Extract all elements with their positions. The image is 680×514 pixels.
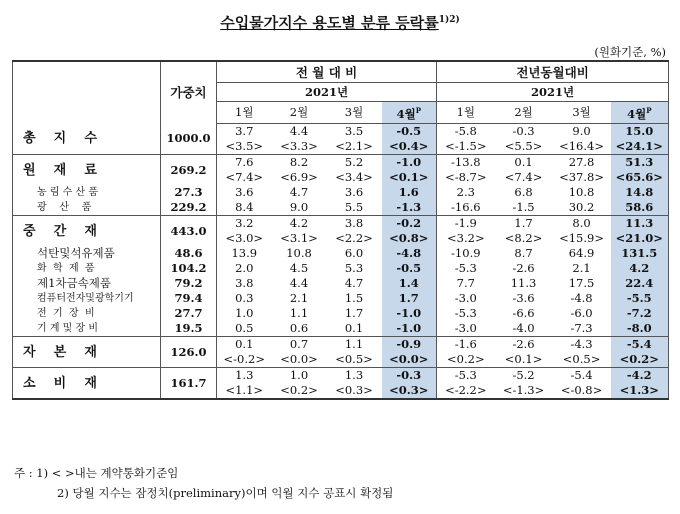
yoy-value-cell: <0.5> bbox=[562, 352, 601, 366]
mom-value-cell: 3.8 bbox=[344, 216, 364, 230]
yoy-value-cell: 22.4 bbox=[611, 276, 669, 291]
weight-cell: 1000.0 bbox=[161, 124, 217, 155]
weight-cell: 27.7 bbox=[161, 306, 217, 321]
yoy-value-cell: 1.7 bbox=[514, 216, 533, 230]
mom-value-cell: 0.5 bbox=[217, 321, 272, 337]
yoy-value-cell: 9.0 bbox=[572, 124, 591, 138]
table-row bbox=[13, 306, 669, 321]
weight-cell: 269.2 bbox=[161, 155, 217, 186]
mom-value-cell: 4.4 bbox=[289, 276, 309, 290]
mom-value-cell: -0.2 bbox=[382, 216, 437, 232]
yoy-value-cell: -8.0 bbox=[611, 321, 669, 337]
mom-value-cell: 5.2 bbox=[344, 155, 364, 169]
yoy-month-1: 1월 bbox=[437, 102, 495, 124]
weight-cell: 48.6 bbox=[161, 246, 217, 261]
yoy-value-cell: -5.5 bbox=[611, 291, 669, 306]
yoy-value-cell: -13.8 bbox=[437, 155, 495, 171]
mom-value-cell: 1.0 bbox=[217, 306, 272, 321]
row-label: 광 산 품 bbox=[37, 202, 92, 213]
mom-month-1: 1월 bbox=[217, 102, 272, 124]
yoy-value-cell: -4.0 bbox=[512, 321, 535, 335]
yoy-month-4: 4월$^P$ bbox=[611, 102, 669, 124]
mom-value-cell: -0.5 bbox=[382, 261, 437, 276]
weight-cell: 229.2 bbox=[161, 200, 217, 216]
yoy-value-cell: 30.2 bbox=[568, 200, 595, 214]
mom-value-cell: 1.1 bbox=[289, 306, 309, 320]
mom-value-cell: <0.2> bbox=[272, 383, 327, 399]
yoy-value-cell: 51.3 bbox=[611, 155, 669, 171]
mom-value-cell: <1.1> bbox=[217, 383, 272, 399]
row-label: 화 학 제 품 bbox=[37, 263, 95, 274]
yoy-value-cell: -5.3 bbox=[437, 368, 495, 384]
row-label: 컴퓨터전자및광학기기 bbox=[37, 293, 134, 304]
row-label: 소 비 재 bbox=[23, 375, 97, 391]
weight-cell: 27.3 bbox=[161, 185, 217, 200]
yoy-value-cell: -16.6 bbox=[437, 200, 495, 216]
row-label: 중 간 재 bbox=[23, 223, 97, 239]
mom-value-cell: 4.2 bbox=[289, 216, 309, 230]
row-label: 기 계 및 장 비 bbox=[37, 323, 99, 334]
mom-value-cell: 0.1 bbox=[344, 321, 364, 335]
yoy-value-cell: 2.3 bbox=[437, 185, 495, 200]
yoy-header: 전년동월대비 bbox=[437, 61, 669, 83]
yoy-value-cell: -0.3 bbox=[512, 124, 535, 138]
mom-year: 2021년 bbox=[217, 83, 437, 102]
mom-value-cell: 4.7 bbox=[344, 276, 364, 290]
mom-value-cell: 3.7 bbox=[217, 124, 272, 140]
table-row bbox=[13, 185, 669, 200]
mom-value-cell: 0.7 bbox=[289, 337, 309, 351]
mom-value-cell: 5.3 bbox=[344, 261, 364, 275]
mom-value-cell: -4.8 bbox=[382, 246, 437, 261]
mom-value-cell: <0.1> bbox=[382, 170, 437, 185]
mom-value-cell: 1.1 bbox=[344, 337, 364, 351]
weight-cell: 161.7 bbox=[161, 368, 217, 400]
yoy-value-cell: -3.0 bbox=[437, 321, 495, 337]
mom-value-cell: -0.5 bbox=[382, 124, 437, 140]
yoy-value-cell: 58.6 bbox=[611, 200, 669, 216]
mom-value-cell: 8.4 bbox=[217, 200, 272, 216]
mom-value-cell: 0.6 bbox=[289, 321, 309, 335]
table-row bbox=[13, 368, 669, 384]
page-title: 수입물가지수 용도별 분류 등락률$^{1)2)}$ bbox=[220, 14, 460, 32]
mom-value-cell: 2.1 bbox=[289, 291, 309, 305]
mom-value-cell: 13.9 bbox=[217, 246, 272, 261]
yoy-value-cell: 2.1 bbox=[572, 261, 591, 275]
mom-value-cell: 3.8 bbox=[217, 276, 272, 291]
mom-value-cell: 3.5 bbox=[344, 124, 364, 138]
yoy-value-cell: 131.5 bbox=[611, 246, 669, 261]
yoy-value-cell: -4.3 bbox=[570, 337, 593, 351]
yoy-value-cell: -2.6 bbox=[512, 261, 535, 275]
yoy-value-cell: <7.4> bbox=[504, 170, 543, 184]
row-label: 석탄및석유제품 bbox=[37, 246, 115, 260]
yoy-value-cell: <-2.2> bbox=[437, 383, 495, 399]
mom-value-cell: <0.8> bbox=[382, 231, 437, 246]
mom-value-cell: -1.0 bbox=[382, 306, 437, 321]
mom-value-cell: <0.3> bbox=[327, 383, 382, 399]
yoy-value-cell: -3.0 bbox=[437, 291, 495, 306]
mom-value-cell: <3.4> bbox=[335, 170, 373, 184]
yoy-value-cell: <24.1> bbox=[611, 139, 669, 155]
price-index-table bbox=[12, 60, 669, 400]
mom-value-cell: <0.5> bbox=[335, 352, 373, 366]
yoy-value-cell: 11.3 bbox=[611, 216, 669, 232]
yoy-value-cell: -4.2 bbox=[611, 368, 669, 384]
yoy-value-cell: <-0.8> bbox=[553, 383, 611, 399]
mom-value-cell: -0.3 bbox=[382, 368, 437, 384]
mom-month-2: 2월 bbox=[272, 102, 327, 124]
mom-value-cell: -0.9 bbox=[382, 337, 437, 353]
yoy-value-cell: 17.5 bbox=[568, 276, 595, 290]
yoy-value-cell: -5.3 bbox=[437, 306, 495, 321]
yoy-value-cell: <16.4> bbox=[559, 139, 604, 153]
table-row bbox=[13, 155, 669, 171]
footnotes bbox=[14, 463, 393, 503]
yoy-value-cell: -5.3 bbox=[437, 261, 495, 276]
yoy-value-cell: -5.4 bbox=[570, 368, 593, 382]
weight-header: 가중치 bbox=[161, 61, 217, 124]
row-label: 원 재 료 bbox=[23, 162, 97, 178]
row-label: 총 지 수 bbox=[23, 131, 97, 147]
yoy-value-cell: <0.2> bbox=[437, 352, 495, 368]
yoy-value-cell: -7.3 bbox=[570, 321, 593, 335]
mom-value-cell: 1.5 bbox=[344, 291, 364, 305]
yoy-value-cell: -3.6 bbox=[512, 291, 535, 305]
yoy-value-cell: 8.7 bbox=[514, 246, 533, 260]
mom-value-cell: 4.5 bbox=[289, 261, 309, 275]
footnote-2: 2) 당월 지수는 잠정치(preliminary)이며 익월 지수 공표시 확정됨 bbox=[57, 486, 394, 500]
mom-value-cell: -1.3 bbox=[382, 200, 437, 216]
row-label: 전 기 장 비 bbox=[37, 308, 95, 319]
yoy-month-2: 2월 bbox=[495, 102, 553, 124]
yoy-value-cell: <-1.5> bbox=[437, 139, 495, 155]
yoy-value-cell: <0.1> bbox=[504, 352, 543, 366]
yoy-value-cell: 14.8 bbox=[611, 185, 669, 200]
mom-value-cell: 0.1 bbox=[217, 337, 272, 353]
unit-label: (원화기준, %) bbox=[594, 45, 666, 59]
mom-value-cell: 3.2 bbox=[217, 216, 272, 232]
row-label: 자 본 재 bbox=[23, 344, 97, 360]
footnote-1: 주 : 1) < >내는 계약통화기준임 bbox=[14, 466, 179, 480]
yoy-value-cell: 15.0 bbox=[611, 124, 669, 140]
mom-value-cell: 1.7 bbox=[382, 291, 437, 306]
mom-value-cell: -1.0 bbox=[382, 321, 437, 337]
row-label: 제1차금속제품 bbox=[37, 276, 111, 290]
mom-value-cell: <2.2> bbox=[335, 231, 373, 245]
mom-value-cell: 2.0 bbox=[217, 261, 272, 276]
yoy-value-cell: 64.9 bbox=[568, 246, 595, 260]
yoy-value-cell: <21.0> bbox=[611, 231, 669, 246]
mom-value-cell: 4.7 bbox=[289, 185, 309, 199]
yoy-value-cell: 4.2 bbox=[611, 261, 669, 276]
mom-value-cell: 1.6 bbox=[382, 185, 437, 200]
mom-value-cell: <2.1> bbox=[335, 139, 373, 153]
mom-value-cell: 3.6 bbox=[344, 185, 364, 199]
yoy-value-cell: <3.2> bbox=[437, 231, 495, 246]
row-label: 농 림 수 산 품 bbox=[37, 187, 99, 198]
yoy-value-cell: <15.9> bbox=[559, 231, 604, 245]
table-row bbox=[13, 291, 669, 306]
mom-value-cell: 3.6 bbox=[217, 185, 272, 200]
yoy-value-cell: -6.0 bbox=[570, 306, 593, 320]
yoy-value-cell: 8.0 bbox=[572, 216, 591, 230]
table-row bbox=[13, 216, 669, 232]
yoy-value-cell: -5.2 bbox=[512, 368, 535, 382]
mom-value-cell: 4.4 bbox=[289, 124, 309, 138]
weight-cell: 443.0 bbox=[161, 216, 217, 247]
mom-value-cell: 6.0 bbox=[344, 246, 364, 260]
mom-value-cell: 0.3 bbox=[217, 291, 272, 306]
mom-value-cell: <-0.2> bbox=[217, 352, 272, 368]
mom-value-cell: 8.2 bbox=[289, 155, 309, 169]
mom-value-cell: 1.4 bbox=[382, 276, 437, 291]
yoy-value-cell: -2.6 bbox=[512, 337, 535, 351]
yoy-year: 2021년 bbox=[437, 83, 669, 102]
mom-value-cell: 7.6 bbox=[217, 155, 272, 171]
yoy-value-cell: 10.8 bbox=[568, 185, 595, 199]
weight-cell: 19.5 bbox=[161, 321, 217, 337]
mom-value-cell: 1.3 bbox=[217, 368, 272, 384]
yoy-value-cell: -4.8 bbox=[570, 291, 593, 305]
weight-cell: 79.2 bbox=[161, 276, 217, 291]
yoy-value-cell: -1.9 bbox=[437, 216, 495, 232]
yoy-value-cell: -1.6 bbox=[437, 337, 495, 353]
yoy-value-cell: 7.7 bbox=[437, 276, 495, 291]
yoy-value-cell: -6.6 bbox=[512, 306, 535, 320]
yoy-value-cell: <5.5> bbox=[504, 139, 543, 153]
yoy-value-cell: <65.6> bbox=[611, 170, 669, 185]
yoy-value-cell: 0.1 bbox=[514, 155, 533, 169]
mom-value-cell: 1.3 bbox=[344, 368, 364, 382]
table-row bbox=[13, 200, 669, 216]
mom-value-cell: -1.0 bbox=[382, 155, 437, 171]
yoy-value-cell: -1.5 bbox=[512, 200, 535, 214]
mom-value-cell: 9.0 bbox=[289, 200, 309, 214]
weight-cell: 104.2 bbox=[161, 261, 217, 276]
yoy-value-cell: -7.2 bbox=[611, 306, 669, 321]
mom-value-cell: <0.0> bbox=[382, 352, 437, 368]
yoy-value-cell: -10.9 bbox=[437, 246, 495, 261]
mom-value-cell: <0.4> bbox=[382, 139, 437, 155]
weight-cell: 79.4 bbox=[161, 291, 217, 306]
mom-value-cell: 10.8 bbox=[286, 246, 312, 260]
mom-value-cell: <3.0> bbox=[217, 231, 272, 246]
yoy-value-cell: 11.3 bbox=[510, 276, 537, 290]
yoy-value-cell: <8.2> bbox=[504, 231, 543, 245]
mom-value-cell: 1.0 bbox=[289, 368, 309, 382]
mom-value-cell: <3.5> bbox=[217, 139, 272, 155]
mom-value-cell: <0.0> bbox=[280, 352, 318, 366]
label-header bbox=[13, 61, 161, 124]
mom-month-3: 3월 bbox=[327, 102, 382, 124]
table-row bbox=[13, 276, 669, 291]
yoy-month-3: 3월 bbox=[553, 102, 611, 124]
weight-cell: 126.0 bbox=[161, 337, 217, 368]
table-row bbox=[13, 321, 669, 337]
mom-value-cell: <7.4> bbox=[217, 170, 272, 185]
mom-month-4: 4월$^P$ bbox=[382, 102, 437, 124]
mom-value-cell: 1.7 bbox=[344, 306, 364, 320]
mom-value-cell: <3.1> bbox=[280, 231, 318, 245]
yoy-value-cell: <-8.7> bbox=[437, 170, 495, 185]
mom-value-cell: <0.3> bbox=[382, 383, 437, 399]
yoy-value-cell: 6.8 bbox=[514, 185, 533, 199]
table-row bbox=[13, 337, 669, 353]
table-row bbox=[13, 124, 669, 140]
yoy-value-cell: <-1.3> bbox=[495, 383, 553, 399]
mom-value-cell: <6.9> bbox=[280, 170, 318, 184]
yoy-value-cell: <1.3> bbox=[611, 383, 669, 399]
yoy-value-cell: -5.8 bbox=[437, 124, 495, 140]
yoy-value-cell: <0.2> bbox=[611, 352, 669, 368]
yoy-value-cell: 27.8 bbox=[568, 155, 595, 169]
mom-value-cell: <3.3> bbox=[280, 139, 318, 153]
yoy-value-cell: <37.8> bbox=[559, 170, 604, 184]
mom-value-cell: 5.5 bbox=[344, 200, 364, 214]
table-row bbox=[13, 261, 669, 276]
table-row bbox=[13, 246, 669, 261]
yoy-value-cell: -5.4 bbox=[611, 337, 669, 353]
mom-header: 전 월 대 비 bbox=[217, 61, 437, 83]
